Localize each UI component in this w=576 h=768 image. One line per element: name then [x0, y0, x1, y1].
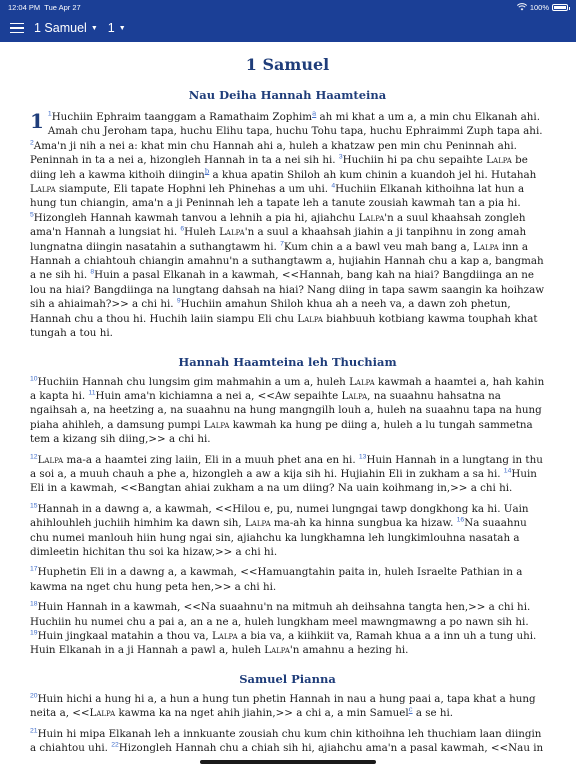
status-date: Tue Apr 27: [44, 2, 81, 12]
paragraph: $^{12}$Lalpa ma-a a haamtei zing laiin, Eli in a muuh phet ana en hi. $^{13}$Huin Hannah in a lungtang in thu a soi a, a muuh chauh a phe a, hizongleh a aw a kija sih hi. Hujiahin Eli in zukham a sa hi. $^{14}$Huin Eli in a kawmah, <<Bangtan ahiai zukham a na um diing? Na uain koihmang in,>> a chi hi.: [30, 453, 543, 495]
verse-number: 4: [331, 182, 336, 190]
verse-number: 17: [30, 565, 38, 573]
section-heading: Nau Deiha Hannah Haamteina: [188, 88, 387, 102]
verse-number: 8: [90, 269, 95, 277]
status-time-date: [8, 3, 81, 12]
verse-number: 18: [30, 600, 38, 608]
verse-number: 20: [30, 692, 38, 700]
section-heading: Samuel Pianna: [239, 671, 336, 686]
chapter-selector[interactable]: [108, 21, 126, 35]
home-indicator[interactable]: [200, 760, 376, 764]
paragraph: $^{21}$Huin hi mipa Elkanah leh a innkuante zousiah chu kum chin kithoihna leh thuchiam laan diingin a chiahtou uhi. $^{22}$Hizongleh Hannah chu a chiah sih hi, ajiahchu ama'n a pasal kawmah, <<Nau in: [30, 727, 544, 755]
paragraph: $^{20}$Huin hichi a hung hi a, a hun a hung tun phetin Hannah in nau a hung paai a, tapa khat a hung neita a, <<Lalpa kawma ka na nget ahih jiahin,>> a chi a, a min Samuel$^c$ a se hi.: [30, 692, 536, 720]
verse-number: 10: [30, 375, 38, 383]
verse-number: 16: [456, 516, 465, 524]
verse-number: 14: [503, 467, 512, 475]
verse-number: 19: [30, 629, 38, 637]
book-selector[interactable]: [34, 21, 98, 35]
verse-number: 21: [30, 727, 38, 735]
battery-percent: 100%: [529, 2, 549, 12]
reading-pane[interactable]: [30, 42, 545, 755]
battery-icon: [552, 4, 568, 11]
status-right: [517, 3, 568, 12]
footnote-link[interactable]: c: [408, 705, 413, 714]
verse-number: 15: [30, 502, 38, 510]
status-time: 12:04 PM: [8, 2, 41, 12]
verse-number: 13: [358, 453, 367, 461]
hamburger-menu-icon[interactable]: [10, 23, 24, 33]
book-selector-label: 1 Samuel: [34, 21, 87, 35]
verse-number: 1: [47, 110, 52, 118]
chapter-number: 1: [30, 109, 44, 133]
verse-number: 5: [30, 211, 34, 219]
paragraph: $^{17}$Huphetin Eli in a dawng a, a kawmah, <<Hamuangtahin paita in, huleh Israelte Pathian in a kawma na nget chu hung peta hen,>> a chi hi.: [30, 565, 523, 593]
verse-number: 22: [111, 741, 119, 749]
paragraph: $^{15}$Hannah in a dawng a, a kawmah, <<Hilou e, pu, numei lungngai tawp dongkhong ka hi. Uain ahihlouhleh juchiih himhim ka dawn sih, Lalpa ma-ah ka hinna sungbua ka hizaw. $^{16}$Na suaahnu chu numei manlouh hiin hung ngai sin, ajiahchu ka lungkhamna leh lungkimlouhna nasatah a dimleetin hichitan thu soi ka hizaw,>> a chi hi.: [30, 502, 529, 558]
chapter-selector-label: 1: [107, 21, 115, 35]
verse-number: 9: [176, 297, 181, 305]
paragraph: $^{18}$Huin Hannah in a kawmah, <<Na suaahnu'n na mitmuh ah deihsahna tangta hen,>> a chi hi. Huchiin hu numei chu a pai a, an a ne a, huleh lungkham meel mawngmawng a po nawn sih hi. $^{19}$Huin jingkaal matahin a thou va, Lalpa a bia va, a kiihkiit va, Ramah khua a a inn uh a tung uhi. Huin Elkanah in a ji Hannah a pawl a, huleh Lalpa'n amahnu a hezing hi.: [30, 600, 537, 657]
verse-number: 12: [30, 453, 38, 461]
paragraph: $^{10}$Huchiin Hannah chu lungsim gim mahmahin a um a, huleh Lalpa kawmah a haamtei a, hah kahin a kapta hi. $^{11}$Huin ama'n kichiamna a nei a, <<Aw sepaihte Lalpa, na suaahnu hahsatna na ngaihsah a, na heetzing a, na suaahnu na hung mangngilh louh a, huleh na suaahnu tapa na hung piaha ahihleh, a damsung pumpi Lalpa kawmah ka hung pe diing a, huleh a lu tungah sammetna tem a kizang sih diing,>> a chi hi.: [30, 375, 545, 446]
verse-number: 6: [180, 225, 185, 233]
verse-number: 11: [88, 389, 96, 397]
caret-down-icon: ▼: [118, 24, 126, 32]
paragraph: 1 $^1$Huchiin Ephraim taanggam a Ramathaim Zophim$^a$ ah mi khat a um a, a min chu Elkanah ahi. Amah chu Jeroham tapa, huchu Elihu tapa, huchu Tohu tapa, huchu Ephraimmi Zuph tapa ahi. $^2$Ama'n ji nih a nei a: khat min chu Hannah ahi a, huleh a khatzaw pen min chu Peninnah ahi. Peninnah in ta a nei a, hizongleh Hannah in ta a nei sih hi. $^3$Huchiin hi pa chu sepaihte Lalpa be diing leh a kawma kithoih diingin$^b$ a khua apatin Shiloh ah kum chinin a kuandoh jel hi. Hutahah Lalpa siampute, Eli tapate Hophni leh Phinehas a um uhi. $^4$Huchiin Elkanah kithoihna lat hun a hung tun chiangin, ama'n a ji Peninnah leh a tapate leh a tanute zousiah kawmah tan a pia hi. $^5$Hizongleh Hannah kawmah tanvou a lehnih a pia hi, ajiahchu Lalpa'n a suul khaahsah zongleh ama'n Hannah a lungsiat hi. $^6$Huleh Lalpa'n a suul a khaahsah jiahin a ji tanpihnu in zong amah lungnatna diingin nasatahin a suthangtawm hi. $^7$Kum chin a a bawl veu mah bang a, Lalpa inn a Hannah a chiahtouh chiangin amahnu'n a suthangtawm a, hujiahin Hannah chu a kap a, bangmah a ne sih hi. $^8$Huin a pasal Elkanah in a kawmah, <<Hannah, bang kah na hiai? Bangdiinga an ne lou na hiai? Bangdiinga na lungtang dahsah na hiai? Nang diing in tapa sawm saangin ka hoihzaw sih a ahiaimah?>> a chi hi. $^9$Huchiin amahun Shiloh khua ah a neeh va, a dawn zoh phetun, Hannah chu a thou hi. Huchih laiin siampu Eli chu Lalpa biahbuuh kotbiang kawma touphah khat tungah a tou hi.: [30, 109, 545, 340]
footnote-link[interactable]: a: [312, 109, 317, 118]
footnote-link[interactable]: b: [204, 167, 210, 176]
verse-number: 3: [338, 153, 343, 161]
status-bar: [0, 0, 576, 14]
caret-down-icon: ▼: [90, 24, 98, 32]
verse-number: 2: [30, 139, 34, 147]
section-heading: Hannah Haamteina leh Thuchiam: [178, 354, 397, 369]
book-title: 1 Samuel: [245, 55, 330, 74]
nav-bar: [0, 14, 576, 42]
wifi-icon: [517, 3, 527, 11]
verse-number: 7: [280, 240, 284, 248]
